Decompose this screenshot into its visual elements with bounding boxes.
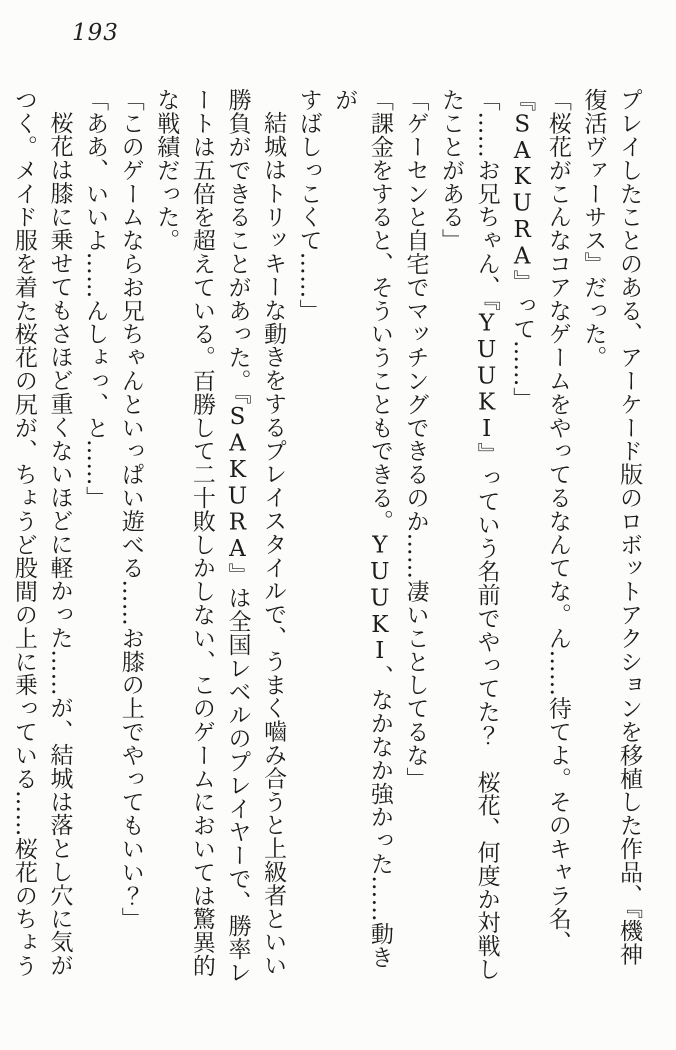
text-line: 勝負ができることがあった。『SAKURA』は全国レベルのプレイヤーで、勝率レ bbox=[224, 88, 251, 984]
text-line: 「課金をすると、そういうこともできる。YUUKI、なかなか強かった……動きが bbox=[331, 88, 393, 969]
text-line: 『SAKURA』って……」 bbox=[509, 88, 536, 411]
latin-upright-text: SAKURA bbox=[509, 111, 536, 270]
text-line: たことがある」 bbox=[438, 88, 465, 252]
text-line: 結城はトリッキーな動きをするプレイスタイルで、うまく嚙み合うと上級者といい bbox=[260, 111, 287, 977]
latin-upright-text: YUUKI bbox=[366, 532, 393, 665]
text-line: 「ああ、いいよ……んしょっ、と……」 bbox=[82, 88, 109, 510]
latin-upright-text: YUUKI bbox=[473, 310, 500, 443]
text-line: 「このゲームならお兄ちゃんといっぱい遊べる……お膝の上でやってもいい？」 bbox=[117, 88, 144, 931]
text-line: 桜花は膝に乗せてもさほど重くないほどに軽かった……が、結城は落とし穴に気が bbox=[46, 111, 73, 977]
text-line: ートは五倍を超えている。百勝して二十敗しかしない、このゲームにおいては驚異的 bbox=[188, 88, 215, 978]
text-line: 「……お兄ちゃん、『YUUKI』っていう名前でやってた？ 桜花、何度か対戦し bbox=[473, 88, 500, 981]
text-line: 復活ヴァーサス』だった。 bbox=[580, 88, 607, 369]
text-line: プレイしたことのある、アーケード版のロボットアクションを移植した作品、『機神 bbox=[616, 88, 642, 966]
text-line: 「ゲーセンと自宅でマッチングできるのか……凄いことしてるな」 bbox=[402, 88, 429, 790]
page-text bbox=[5, 88, 646, 990]
page-number: 193 bbox=[72, 20, 119, 46]
text-line: な戦績だった。 bbox=[153, 88, 180, 252]
latin-upright-text: SAKURA bbox=[224, 404, 251, 563]
text-line: 「桜花がこんなコアなゲームをやってるなんてな。ん……待てよ。そのキャラ名、 bbox=[544, 88, 571, 954]
text-line: すばしっこくて……」 bbox=[295, 88, 322, 322]
text-line: つく。メイド服を着た桜花の尻が、ちょうど股間の上に乗っている……桜花のちょう bbox=[10, 88, 37, 978]
